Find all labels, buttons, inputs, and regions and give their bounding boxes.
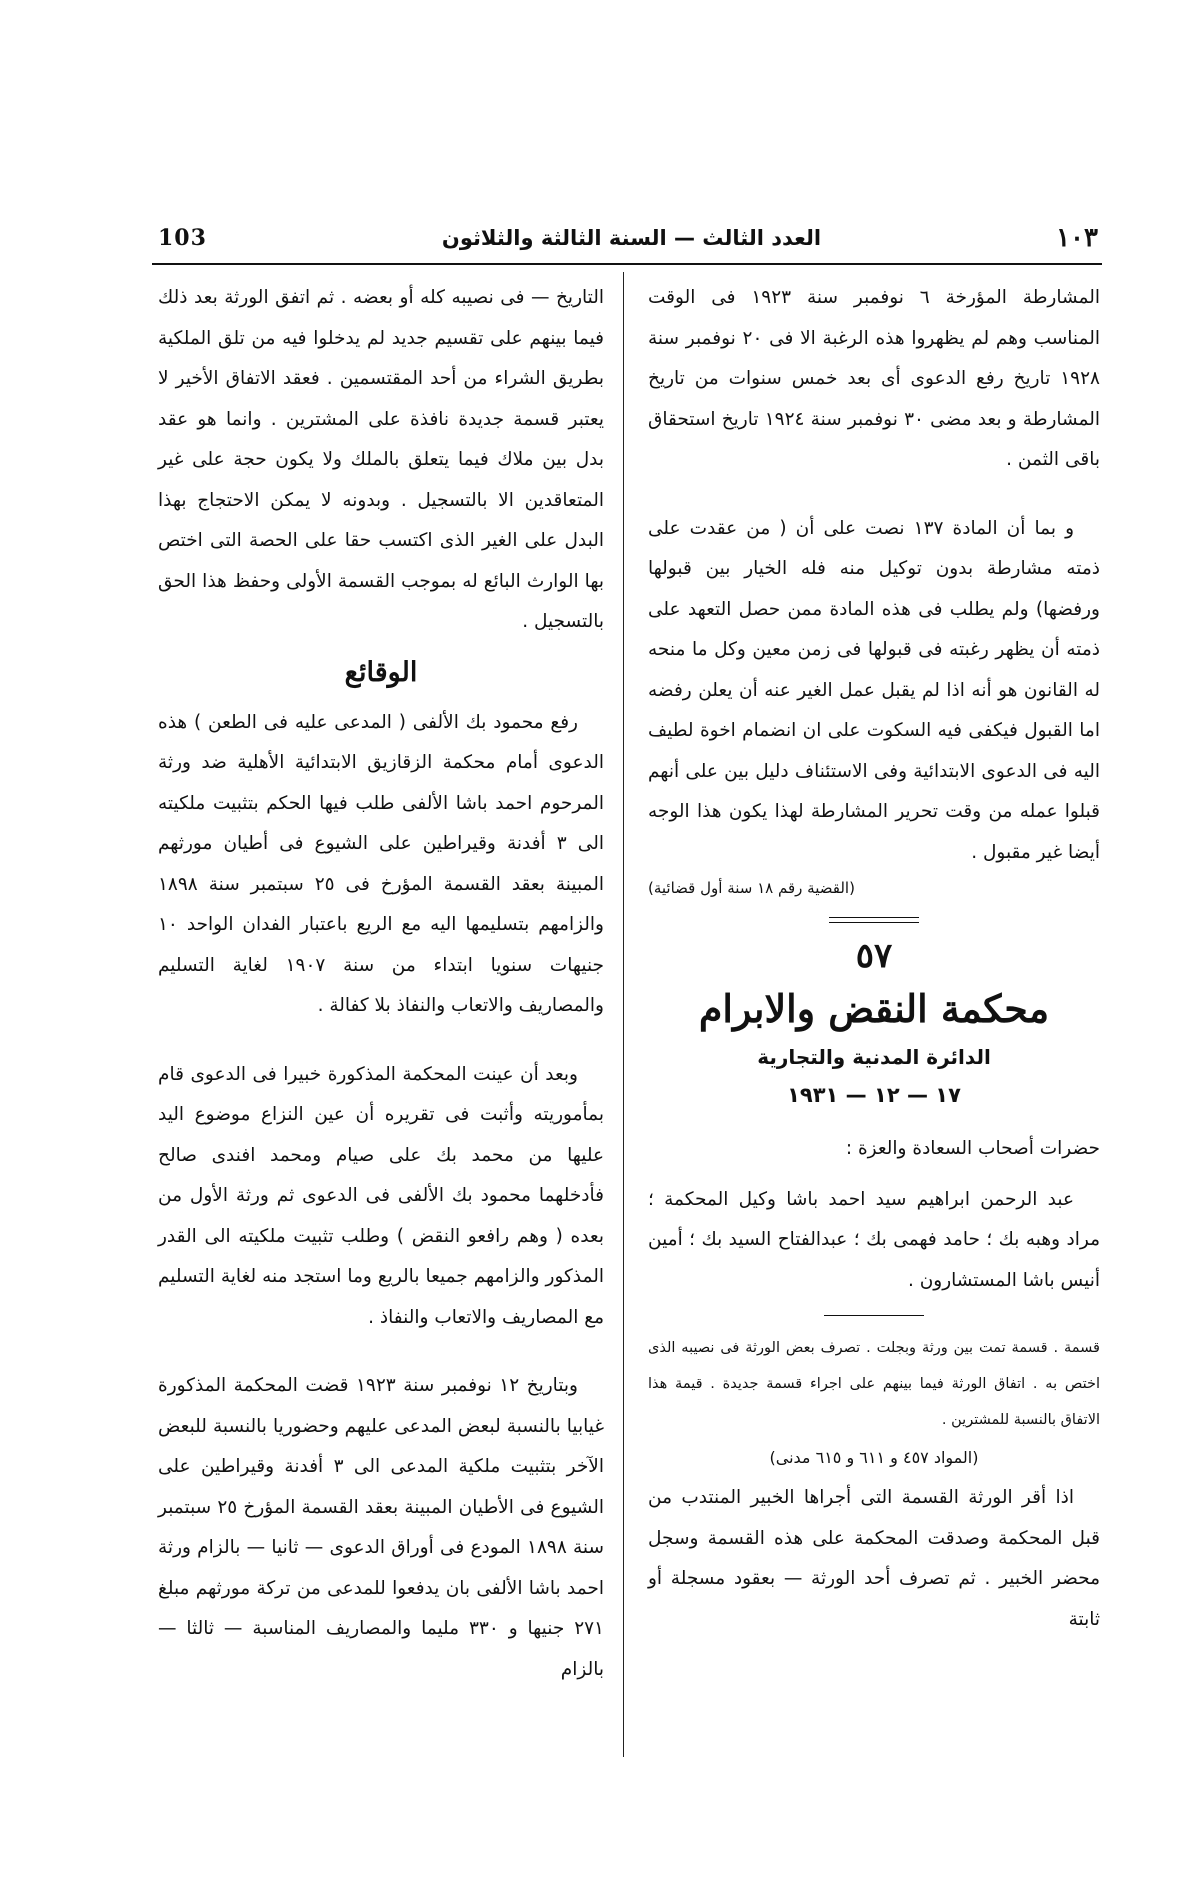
right-column — [648, 278, 1100, 1640]
paragraph: المشارطة المؤرخة ٦ نوفمبر سنة ١٩٢٣ فى الوقت المناسب وهم لم يظهروا هذه الرغبة الا فى ٢٠ نوفمبر سنة ١٩٢٨ تاريخ رفع الدعوى أى بعد خمس سنوات من تاريخ المشارطة و بعد مضى ٣٠ نوفمبر سنة ١٩٢٤ تاريخ استحقاق باقى الثمن . — [648, 287, 1100, 470]
header-rule — [152, 263, 1102, 265]
paragraph: وبعد أن عينت المحكمة المذكورة خبيرا فى الدعوى قام بمأموريته وأثبت فى تقريره أن عين النزاع موضوع اليد عليها من محمد بك على صيام ومحمد افندى صالح فأدخلهما محمود بك الألفى فى الدعوى ثم ورثة الأول من بعده ( وهم رافعو النقض ) وطلب تثبيت ملكيته الى القدر المذكور والزامهم جميعا بالريع وما استجد منه لغاية التسليم مع المصاريف والاتعاب والنفاذ . — [158, 1063, 604, 1328]
issue-title: العدد الثالث — السنة الثالثة والثلاثون — [441, 226, 822, 250]
divider — [824, 1315, 924, 1316]
paragraph: رفع محمود بك الألفى ( المدعى عليه فى الطعن ) هذه الدعوى أمام محكمة الزقازيق الابتدائية الأهلية ضد ورثة المرحوم احمد باشا الألفى طلب فيها الحكم بتثبيت ملكيته الى ٣ أفدنة وقيراطين على الشيوع فى أطيان مورثهم المبينة بعقد القسمة المؤرخ فى ٢٥ سبتمبر سنة ١٨٩٨ والزامهم بتسليمها اليه مع الريع باعتبار الفدان الواحد ١٠ جنيهات سنويا ابتداء من سنة ١٩٠٧ لغاية التسليم والمصاريف والاتعاب والنفاذ بلا كفالة . — [158, 711, 605, 1016]
left-column — [158, 278, 604, 1690]
page-header — [158, 218, 1098, 258]
judgment-date: ١٧ — ١٢ — ١٩٣١ — [787, 1083, 961, 1107]
court-division: الدائرة المدنية والتجارية — [757, 1045, 991, 1069]
paragraph: و بما أن المادة ١٣٧ نصت على أن ( من عقدت على ذمته مشارطة بدون توكيل منه فله الخيار بين قبولها ورفضها) ولم يطلب فى هذه المادة ممن حصل التعهد على ذمته أن يظهر رغبته فى قبولها فى زمن معين وكل ما منحه له القانون هو أنه اذا لم يقبل عمل الغير عنه أن يعلن رفضه اما القبول فيكفى فيه السكوت على ان انضمام اخوة لطيف اليه فى الدعوى الابتدائية وفى الاستئناف دليل بين على أنهم قبلوا عمله من وقت تحرير المشارطة لهذا يكون هذا الوجه أيضا غير مقبول . — [648, 517, 1100, 863]
section-separator — [829, 917, 919, 923]
case-summary: قسمة . قسمة تمت بين ورثة وبجلت . تصرف بعض الورثة فى نصيبه الذى اختص به . اتفاق الورثة فيما بينهم على اجراء قسمة جديدة . قيمة هذا الاتفاق بالنسبة للمشترين . — [648, 1340, 1100, 1428]
paragraph: التاريخ — فى نصيبه كله أو بعضه . ثم اتفق الورثة بعد ذلك فيما بينهم على تقسيم جديد لم يدخلوا فيه من تلق الملكية بطريق الشراء من أحد المقتسمين . فعقد الاتفاق الأخير لا يعتبر قسمة جديدة نافذة على المشترين . وانما هو عقد بدل بين ملاك فيما يتعلق بالملك ولا يكون حجة على غير المتعاقدين الا بالتسجيل . وبدونه لا يمكن الاحتجاج بهذا البدل على الغير الذى اكتسب حقا على الحصة التى اختص بها الوارث البائع له بموجب القسمة الأولى وحفظ هذا الحق بالتسجيل . — [158, 287, 604, 632]
paragraph: وبتاريخ ١٢ نوفمبر سنة ١٩٢٣ قضت المحكمة المذكورة غيابيا بالنسبة لبعض المدعى عليهم وحضوريا بالنسبة للبعض الآخر بتثبيت ملكية المدعى الى ٣ أفدنة وقيراطين على الشيوع فى الأطيان المبينة بعقد القسمة المؤرخ ٢٥ سبتمبر سنة ١٨٩٨ المودع فى أوراق الدعوى — ثانيا — بالزام ورثة احمد باشا الألفى بان يدفعوا للمدعى من تركة مورثهم مبلغ ٢٧١ جنيها و ٣٣٠ مليما والمصاريف المناسبة — ثالثا — بالزام — [158, 1375, 604, 1680]
page-number-left: 103 — [158, 225, 207, 251]
case-number: ٥٧ — [855, 936, 893, 976]
judges-list: عبد الرحمن ابراهيم سيد احمد باشا وكيل المحكمة ؛ مراد وهبه بك ؛ حامد فهمى بك ؛ عبدالفتاح السيد بك ؛ أمين أنيس باشا المستشارون . — [648, 1188, 1100, 1291]
legal-articles: (المواد ٤٥٧ و ٦١١ و ٦١٥ مدنى) — [769, 1448, 979, 1467]
attendance-heading: حضرات أصحاب السعادة والعزة : — [845, 1138, 1100, 1159]
page-number-right: ١٠٣ — [1056, 223, 1098, 253]
case-citation: (القضية رقم ١٨ سنة أول قضائية) — [648, 879, 855, 897]
column-divider — [623, 272, 624, 1757]
paragraph: اذا أقر الورثة القسمة التى أجراها الخبير المنتدب من قبل المحكمة وصدقت المحكمة على هذه القسمة وسجل محضر الخبير . ثم تصرف أحد الورثة — بعقود مسجلة أو ثابتة — [648, 1487, 1100, 1630]
court-name: محكمة النقض والابرام — [698, 986, 1050, 1031]
section-title: الوقائع — [344, 656, 418, 688]
